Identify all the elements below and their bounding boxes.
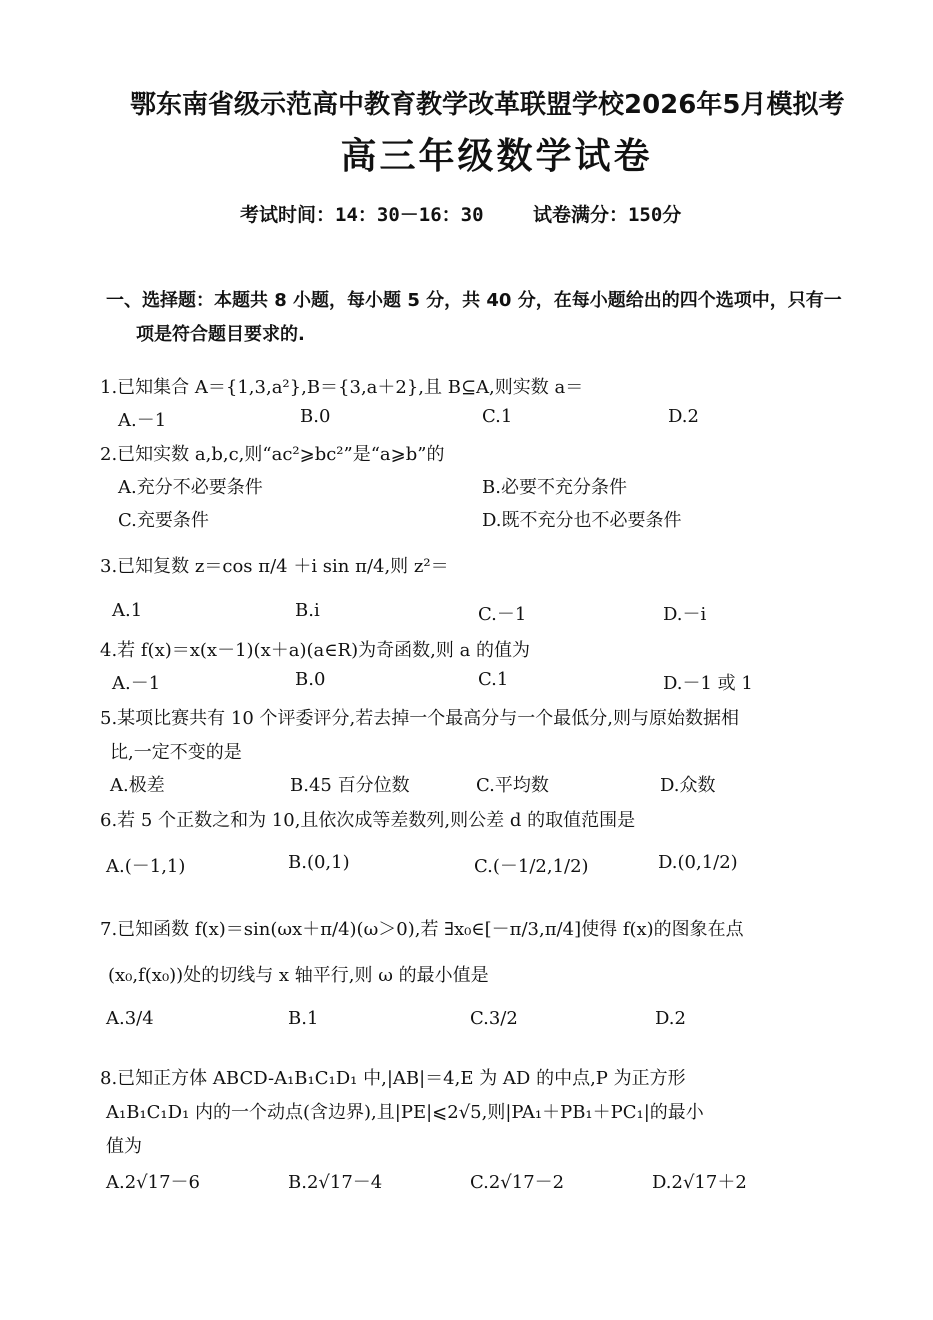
section-line1: 一、选择题：本题共 8 小题，每小题 5 分，共 40 分，在每小题给出的四个选项中，只有一 bbox=[106, 290, 842, 311]
exam-title: 高三年级数学试卷 bbox=[340, 136, 653, 177]
q7-option-a: A.3/4 bbox=[106, 1008, 154, 1029]
q3-option-b: B.i bbox=[295, 600, 320, 621]
q5-option-b: B.45 百分位数 bbox=[290, 775, 410, 796]
q1-option-c: C.1 bbox=[482, 406, 513, 427]
question-8-line1: 8.已知正方体 ABCD-A₁B₁C₁D₁ 中,|AB|＝4,E 为 AD 的中点,P 为正方形 bbox=[100, 1068, 686, 1089]
exam-meta bbox=[240, 200, 719, 227]
q3-option-a: A.1 bbox=[112, 600, 143, 621]
question-7-line1: 7.已知函数 f(x)＝sin(ωx＋π/4)(ω＞0),若 ∃x₀∈[－π/3,π/4]使得 f(x)的图象在点 bbox=[100, 919, 744, 940]
q1-option-d: D.2 bbox=[668, 406, 699, 427]
q5-option-a: A.极差 bbox=[110, 775, 165, 796]
q4-option-d: D.－1 或 1 bbox=[663, 673, 753, 694]
q7-option-d: D.2 bbox=[655, 1008, 686, 1029]
section-heading bbox=[106, 284, 886, 352]
q3-option-d: D.－i bbox=[663, 604, 707, 625]
q3-option-c: C.－1 bbox=[478, 604, 527, 625]
question-6-stem: 6.若 5 个正数之和为 10,且依次成等差数列,则公差 d 的取值范围是 bbox=[100, 810, 636, 831]
q4-option-b: B.0 bbox=[295, 669, 326, 690]
q5-option-c: C.平均数 bbox=[476, 775, 549, 796]
q8-option-b: B.2√17－4 bbox=[288, 1172, 383, 1193]
question-8-line2: A₁B₁C₁D₁ 内的一个动点(含边界),且|PE|⩽2√5,则|PA₁＋PB₁＋PC₁|的最小 bbox=[106, 1102, 704, 1123]
q8-option-a: A.2√17－6 bbox=[106, 1172, 200, 1193]
q1-option-b: B.0 bbox=[300, 406, 331, 427]
q6-option-a: A.(－1,1) bbox=[106, 856, 186, 877]
q8-option-c: C.2√17－2 bbox=[470, 1172, 565, 1193]
question-1-stem: 1.已知集合 A＝{1,3,a²},B＝{3,a＋2},且 B⊆A,则实数 a＝ bbox=[100, 377, 584, 398]
q2-option-d: D.既不充分也不必要条件 bbox=[482, 510, 682, 531]
q4-option-a: A.－1 bbox=[112, 673, 161, 694]
q8-option-d: D.2√17＋2 bbox=[652, 1172, 747, 1193]
q1-option-a: A.－1 bbox=[118, 410, 167, 431]
question-5-line2: 比,一定不变的是 bbox=[110, 742, 242, 763]
q6-option-b: B.(0,1) bbox=[288, 852, 350, 873]
question-2-stem: 2.已知实数 a,b,c,则“ac²⩾bc²”是“a⩾b”的 bbox=[100, 444, 445, 465]
q2-option-b: B.必要不充分条件 bbox=[482, 477, 627, 498]
q2-option-a: A.充分不必要条件 bbox=[118, 477, 263, 498]
question-8-line3: 值为 bbox=[106, 1136, 142, 1157]
exam-time: 考试时间：14：30－16：30 bbox=[240, 204, 484, 226]
q6-option-c: C.(－1/2,1/2) bbox=[474, 856, 589, 877]
exam-score: 试卷满分：150分 bbox=[532, 204, 682, 226]
section-line2: 项是符合题目要求的. bbox=[136, 324, 305, 345]
question-7-line2: (x₀,f(x₀))处的切线与 x 轴平行,则 ω 的最小值是 bbox=[108, 965, 489, 986]
q7-option-b: B.1 bbox=[288, 1008, 319, 1029]
q4-option-c: C.1 bbox=[478, 669, 509, 690]
q6-option-d: D.(0,1/2) bbox=[658, 852, 738, 873]
q5-option-d: D.众数 bbox=[660, 775, 716, 796]
question-4-stem: 4.若 f(x)＝x(x－1)(x＋a)(a∈R)为奇函数,则 a 的值为 bbox=[100, 640, 531, 661]
question-5-line1: 5.某项比赛共有 10 个评委评分,若去掉一个最高分与一个最低分,则与原始数据相 bbox=[100, 708, 739, 729]
exam-header: 鄂东南省级示范高中教育教学改革联盟学校2026年5月模拟考 bbox=[130, 90, 845, 120]
q2-option-c: C.充要条件 bbox=[118, 510, 209, 531]
q7-option-c: C.3/2 bbox=[470, 1008, 518, 1029]
question-3-stem: 3.已知复数 z＝cos π/4 ＋i sin π/4,则 z²＝ bbox=[100, 556, 449, 577]
